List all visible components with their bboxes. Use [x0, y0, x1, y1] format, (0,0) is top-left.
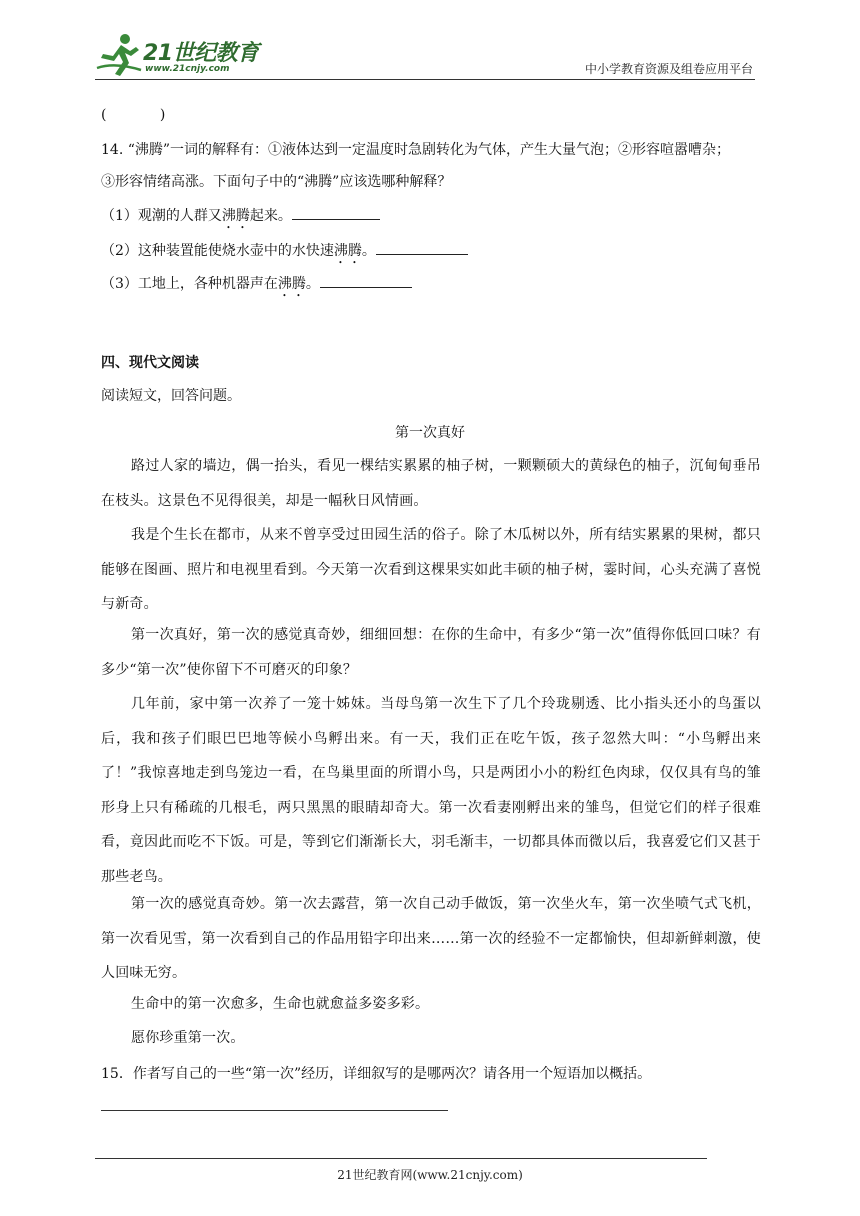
logo-text: 21世纪教育 [143, 41, 259, 66]
answer-blank[interactable] [320, 273, 412, 288]
emphasized-word: 沸腾 [221, 208, 250, 224]
item-text-before: 观潮的人群又 [137, 208, 222, 224]
q15-answer-line[interactable] [101, 1110, 448, 1111]
q15-stem: 15．作者写自己的一些“第一次”经历，详细叙写的是哪两次？请各用一个短语加以概括。 [101, 1066, 652, 1082]
reading-instruction: 阅读短文，回答问题。 [101, 388, 241, 404]
item-text-before: 工地上，各种机器声在 [137, 276, 278, 292]
article-paragraph: 我是个生长在都市，从来不曾享受过田园生活的俗子。除了木瓜树以外，所有结实累累的果树，都只能够在图画、照片和电视里看到。今天第一次看到这棵果实如此丰硕的柚子树，霎时间，心头充满了喜悦与新奇。 [101, 527, 761, 612]
section-title: 四、现代文阅读 [101, 355, 199, 371]
site-logo [95, 32, 265, 78]
article-paragraph: 生命中的第一次愈多，生命也就愈益多姿多彩。 [131, 996, 430, 1012]
footer-text: 21世纪教育网(www.21cnjy.com) [337, 1168, 523, 1182]
header-divider [95, 79, 755, 80]
item-number: （1） [101, 208, 138, 224]
q14-stem-line2: ③形容情绪高涨。下面句子中的“沸腾”应该选哪种解释？ [101, 174, 452, 190]
q14-item-3 [101, 273, 412, 300]
platform-name: 中小学教育资源及组卷应用平台 [584, 62, 753, 76]
q14-stem-line1: 14. “沸腾”一词的解释有：①液体达到一定温度时急剧转化为气体，产生大量气泡；②形容喧嚣嘈杂； [101, 142, 731, 158]
q13-answer-parens: ( ) [101, 107, 166, 123]
item-text-after: 。 [305, 276, 320, 292]
answer-blank[interactable] [376, 240, 468, 255]
item-text-before: 这种装置能使烧水壶中的水快速 [137, 243, 334, 259]
answer-blank[interactable] [292, 205, 380, 220]
item-text-after: 。 [361, 243, 376, 259]
emphasized-word: 沸腾 [333, 243, 362, 259]
emphasized-word: 沸腾 [277, 276, 306, 292]
item-number: （2） [101, 243, 138, 259]
q14-item-2 [101, 240, 468, 267]
logo-url: www.21cnjy.com [145, 64, 230, 74]
article-title: 第一次真好 [395, 425, 465, 441]
item-text-after: 起来。 [249, 208, 292, 224]
article-paragraph: 第一次的感觉真奇妙。第一次去露营，第一次自己动手做饭，第一次坐火车，第一次坐喷气式飞机，第一次看见雪，第一次看到自己的作品用铅字印出来……第一次的经验不一定都愉快，但却新鲜刺激，使人回味无穷。 [101, 896, 761, 981]
article-paragraph: 路过人家的墙边，偶一抬头，看见一棵结实累累的柚子树，一颗颗硕大的黄绿色的柚子，沉甸甸垂吊在枝头。这景色不见得很美，却是一幅秋日风情画。 [101, 458, 761, 509]
item-number: （3） [101, 276, 138, 292]
q14-item-1 [101, 205, 380, 232]
page-header [95, 30, 755, 80]
runner-logo-icon [95, 32, 145, 78]
article-paragraph: 愿你珍重第一次。 [131, 1030, 245, 1046]
article-paragraph: 几年前，家中第一次养了一笼十姊妹。当母鸟第一次生下了几个玲珑剔透、比小指头还小的鸟蛋以后，我和孩子们眼巴巴地等候小鸟孵出来。有一天，我们正在吃午饭，孩子忽然大叫：“小鸟孵出来了！”我惊喜地走到鸟笼边一看，在鸟巢里面的所谓小鸟，只是两团小小的粉红色肉球，仅仅具有鸟的雏形身上只有稀疏的几根毛，两只黑黑的眼睛却奇大。第一次看妻刚孵出来的雏鸟，但觉它们的样子很难看，竟因此而吃不下饭。可是，等到它们渐渐长大，羽毛渐丰，一切都具体而微以后，我喜爱它们又甚于那些老鸟。 [101, 696, 761, 885]
footer-divider [95, 1158, 707, 1159]
article-paragraph: 第一次真好，第一次的感觉真奇妙，细细回想：在你的生命中，有多少“第一次”值得你低回口味？有多少“第一次”使你留下不可磨灭的印象？ [101, 627, 761, 678]
